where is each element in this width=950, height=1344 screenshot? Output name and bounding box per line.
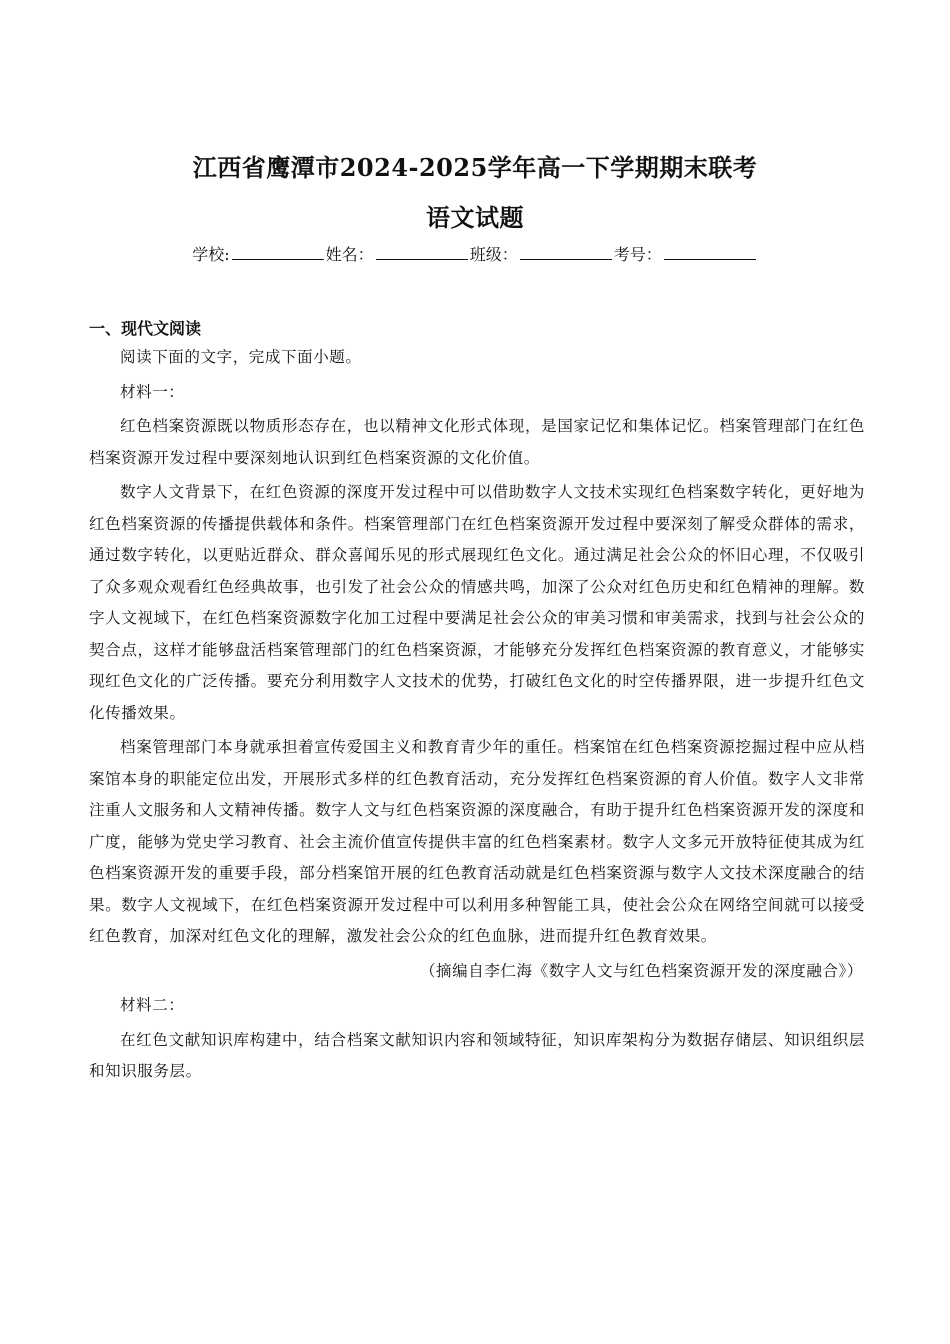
name-label: 姓名： xyxy=(325,245,374,264)
class-blank xyxy=(520,245,612,260)
section-heading: 一、现代文阅读 xyxy=(89,319,202,338)
school-label: 学校: xyxy=(192,245,230,264)
material-one-label: 材料一： xyxy=(120,382,185,401)
student-info-line xyxy=(0,242,950,265)
material-two-label: 材料二： xyxy=(120,996,185,1014)
exam-title: 江西省鹰潭市2024-2025学年高一下学期期末联考 xyxy=(192,153,758,182)
name-blank xyxy=(376,245,468,260)
instruction-text: 阅读下面的文字，完成下面小题。 xyxy=(120,348,362,366)
material-one-paragraph-1: 红色档案资源既以物质形态存在，也以精神文化形式体现，是国家记忆和集体记忆。档案管理部门在红色档案资源开发过程中要深刻地认识到红色档案资源的文化价值。 xyxy=(89,417,865,467)
material-one-paragraph-3: 档案管理部门本身就承担着宣传爱国主义和教育青少年的重任。档案馆在红色档案资源挖掘过程中应从档案馆本身的职能定位出发，开展形式多样的红色教育活动，充分发挥红色档案资源的育人价值。数字人文非常注重人文服务和人文精神传播。数字人文与红色档案资源的深度融合，有助于提升红色档案资源开发的深度和广度，能够为党史学习教育、社会主流价值宣传提供丰富的红色档案素材。数字人文多元开放特征使其成为红色档案资源开发的重要手段，部分档案馆开展的红色教育活动就是红色档案资源与数字人文技术深度融合的结果。数字人文视域下，在红色档案资源开发过程中可以利用多种智能工具，使社会公众在网络空间就可以接受红色教育，加深对红色文化的理解，激发社会公众的红色血脉，进而提升红色教育效果。 xyxy=(89,738,865,945)
exam-subject: 语文试题 xyxy=(426,203,524,232)
exam-number-blank xyxy=(664,245,756,260)
exam-number-label: 考号： xyxy=(613,245,662,264)
material-one-paragraph-2: 数字人文背景下，在红色资源的深度开发过程中可以借助数字人文技术实现红色档案数字转化，更好地为红色档案资源的传播提供载体和条件。档案管理部门在红色档案资源开发过程中要深刻了解受众群体的需求，通过数字转化，以更贴近群众、群众喜闻乐见的形式展现红色文化。通过满足社会公众的怀旧心理，不仅吸引了众多观众观看红色经典故事，也引发了社会公众的情感共鸣，加深了公众对红色历史和红色精神的理解。数字人文视域下，在红色档案资源数字化加工过程中要满足社会公众的审美习惯和审美需求，找到与社会公众的契合点，这样才能够盘活档案管理部门的红色档案资源，才能够充分发挥红色档案资源的教育意义，才能够实现红色文化的广泛传播。要充分利用数字人文技术的优势，打破红色文化的时空传播界限，进一步提升红色文化传播效果。 xyxy=(89,483,865,722)
material-two-paragraph-1: 在红色文献知识库构建中，结合档案文献知识内容和领域特征，知识库架构分为数据存储层、知识组织层和知识服务层。 xyxy=(89,1030,865,1080)
class-label: 班级： xyxy=(469,245,518,264)
reading-content xyxy=(89,342,865,1091)
material-one-source: （摘编自李仁海《数字人文与红色档案资源开发的深度融合》） xyxy=(419,961,863,980)
school-blank xyxy=(232,245,324,260)
